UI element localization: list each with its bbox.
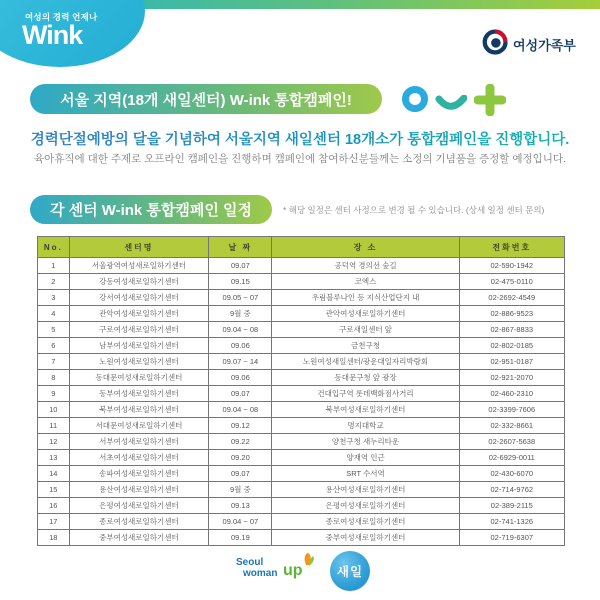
table-cell: 02-590-1942 — [459, 258, 564, 274]
table-cell: 5 — [38, 322, 70, 338]
table-cell: 7 — [38, 354, 70, 370]
table-cell: 6 — [38, 338, 70, 354]
table-cell: 서초여성새로일하기센터 — [69, 450, 209, 466]
smile-icon — [435, 95, 467, 118]
table-cell: 12 — [38, 434, 70, 450]
table-cell: 명지대학교 — [272, 418, 459, 434]
table-cell: 노원여성새로일하기센터 — [69, 354, 209, 370]
table-cell: 13 — [38, 450, 70, 466]
table-cell: 구로여성새로일하기센터 — [69, 322, 209, 338]
table-cell: 강서여성새로일하기센터 — [69, 290, 209, 306]
table-cell: 02-802-0185 — [459, 338, 564, 354]
table-cell: 15 — [38, 482, 70, 498]
ministry-name: 여성가족부 — [513, 38, 576, 53]
table-cell: 서부여성새로일하기센터 — [69, 434, 209, 450]
table-row — [38, 482, 565, 498]
table-cell: 서대문여성새로일하기센터 — [69, 418, 209, 434]
table-cell: 3 — [38, 290, 70, 306]
table-cell: 중부여성새로일하기센터 — [272, 530, 459, 546]
table-row — [38, 322, 565, 338]
table-cell: 02-3399-7606 — [459, 402, 564, 418]
table-cell: 서울광역여성새로일하기센터 — [69, 258, 209, 274]
table-cell: 양재역 인근 — [272, 450, 459, 466]
col-header-place: 장 소 — [272, 237, 459, 258]
table-row — [38, 402, 565, 418]
wink-face-icons — [402, 83, 506, 117]
table-cell: 09.06 — [209, 370, 272, 386]
table-cell: 코엑스 — [272, 274, 459, 290]
schedule-note: * 해당 일정은 센터 사정으로 변경 될 수 있습니다. (상세 일정 센터 문의) — [283, 205, 545, 215]
campaign-description-text: 육아휴직에 대한 주제로 오프라인 캠페인을 진행하며 캠페인에 참여하신분들께는 소정의 기념품을 증정할 예정입니다. — [33, 153, 566, 165]
table-cell: 09.04 ~ 07 — [209, 514, 272, 530]
table-cell: 구로새일센터 앞 — [272, 322, 459, 338]
table-cell: 북부여성새로일하기센터 — [69, 402, 209, 418]
table-cell: 건대입구역 롯데백화점사거리 — [272, 386, 459, 402]
table-row — [38, 386, 565, 402]
seoul-text: Seoul — [236, 557, 264, 568]
table-row — [38, 370, 565, 386]
table-cell: 09.22 — [209, 434, 272, 450]
table-cell: 1 — [38, 258, 70, 274]
table-row — [38, 274, 565, 290]
table-cell: 02-921-2070 — [459, 370, 564, 386]
table-cell: 용산여성새로일하기센터 — [272, 482, 459, 498]
table-cell: 동부여성새로일하기센터 — [69, 386, 209, 402]
table-cell: 송파여성새로일하기센터 — [69, 466, 209, 482]
col-header-no: No. — [38, 237, 70, 258]
ring-icon — [402, 86, 428, 112]
table-cell: 동대문여성새로일하기센터 — [69, 370, 209, 386]
saeil-logo — [330, 551, 370, 591]
table-cell: 02-460-2310 — [459, 386, 564, 402]
table-cell: 중부여성새로일하기센터 — [69, 530, 209, 546]
table-cell: 9 — [38, 386, 70, 402]
table-row — [38, 354, 565, 370]
table-cell: 관악여성새로일하기센터 — [272, 306, 459, 322]
schedule-title-pill: 각 센터 W-ink 통합캠페인 일정 — [30, 195, 272, 224]
table-header-row — [38, 237, 565, 258]
table-cell: 02-6929-0011 — [459, 450, 564, 466]
table-cell: 17 — [38, 514, 70, 530]
table-cell: 종로여성새로일하기센터 — [69, 514, 209, 530]
table-cell: 02-2692-4549 — [459, 290, 564, 306]
table-cell: 은평여성새로일하기센터 — [69, 498, 209, 514]
campaign-highlight-text: 경력단절예방의 달을 기념하여 서울지역 새일센터 18개소가 통합캠페인을 진행합니다. — [0, 128, 600, 149]
tulip-icon — [302, 552, 315, 572]
table-cell: 남부여성새로일하기센터 — [69, 338, 209, 354]
table-cell: 02-2607-5638 — [459, 434, 564, 450]
ministry-emblem-icon — [482, 29, 508, 60]
table-cell: 09.04 ~ 08 — [209, 322, 272, 338]
table-row — [38, 338, 565, 354]
col-header-phone: 전화번호 — [459, 237, 564, 258]
table-cell: 02-886-9523 — [459, 306, 564, 322]
table-row — [38, 306, 565, 322]
table-cell: 16 — [38, 498, 70, 514]
table-cell: 02-867-8833 — [459, 322, 564, 338]
table-cell: 02-714-9762 — [459, 482, 564, 498]
table-cell: 02-741-1326 — [459, 514, 564, 530]
table-cell: 강동여성새로일하기센터 — [69, 274, 209, 290]
table-cell: 14 — [38, 466, 70, 482]
wink-tagline: 여성의 경력 언제나 — [25, 12, 98, 22]
table-row — [38, 450, 565, 466]
table-row — [38, 530, 565, 546]
table-cell: 2 — [38, 274, 70, 290]
table-cell: 09.20 — [209, 450, 272, 466]
table-row — [38, 498, 565, 514]
table-cell: 09.05 ~ 07 — [209, 290, 272, 306]
table-row — [38, 466, 565, 482]
seoul-woman-up-logo — [230, 554, 314, 588]
table-cell: 종로여성새로일하기센터 — [272, 514, 459, 530]
table-cell: 09.07 — [209, 466, 272, 482]
table-cell: 우림블루나인 등 지식산업단지 내 — [272, 290, 459, 306]
table-row — [38, 258, 565, 274]
table-cell: 09.07 — [209, 386, 272, 402]
table-cell: 4 — [38, 306, 70, 322]
table-cell: 금천구청 — [272, 338, 459, 354]
table-cell: 노원여성새일센터/광운대일자리박람회 — [272, 354, 459, 370]
table-row — [38, 514, 565, 530]
table-cell: 02-475-0110 — [459, 274, 564, 290]
table-cell: 09.15 — [209, 274, 272, 290]
table-cell: 양천구청 새누리타운 — [272, 434, 459, 450]
table-cell: 09.13 — [209, 498, 272, 514]
ministry-logo — [482, 29, 576, 60]
table-cell: 용산여성새로일하기센터 — [69, 482, 209, 498]
table-cell: 관악여성새로일하기센터 — [69, 306, 209, 322]
table-cell: 10 — [38, 402, 70, 418]
table-cell: 은평여성새로일하기센터 — [272, 498, 459, 514]
col-header-center: 센터명 — [69, 237, 209, 258]
table-cell: 8 — [38, 370, 70, 386]
table-cell: 북부여성새로일하기센터 — [272, 402, 459, 418]
table-cell: 9월 중 — [209, 482, 272, 498]
table-cell: 09.12 — [209, 418, 272, 434]
table-cell: SRT 수서역 — [272, 466, 459, 482]
table-cell: 09.07 — [209, 258, 272, 274]
table-cell: 02-430-6070 — [459, 466, 564, 482]
col-header-date: 날 짜 — [209, 237, 272, 258]
table-cell: 09.06 — [209, 338, 272, 354]
table-cell: 02-332-8661 — [459, 418, 564, 434]
table-cell: 동대문구청 앞 광장 — [272, 370, 459, 386]
table-cell: 02-719-6307 — [459, 530, 564, 546]
table-cell: 02-951-0187 — [459, 354, 564, 370]
table-cell: 09.19 — [209, 530, 272, 546]
up-text: up — [283, 562, 303, 579]
table-cell: 9월 중 — [209, 306, 272, 322]
table-row — [38, 434, 565, 450]
saeil-text: 새일 — [336, 565, 364, 579]
campaign-title-pill: 서울 지역(18개 새일센터) W-ink 통합캠페인! — [30, 84, 382, 114]
table-cell: 11 — [38, 418, 70, 434]
schedule-table — [37, 236, 565, 546]
table-cell: 09.07 ~ 14 — [209, 354, 272, 370]
footer-logos — [0, 551, 600, 591]
table-cell: 공덕역 경의선 숲길 — [272, 258, 459, 274]
table-cell: 09.04 ~ 08 — [209, 402, 272, 418]
wink-logo-text: Wink — [22, 20, 83, 50]
table-row — [38, 290, 565, 306]
table-row — [38, 418, 565, 434]
table-cell: 18 — [38, 530, 70, 546]
woman-text: woman — [243, 568, 278, 579]
plus-icon — [474, 84, 506, 121]
table-cell: 02-389-2115 — [459, 498, 564, 514]
